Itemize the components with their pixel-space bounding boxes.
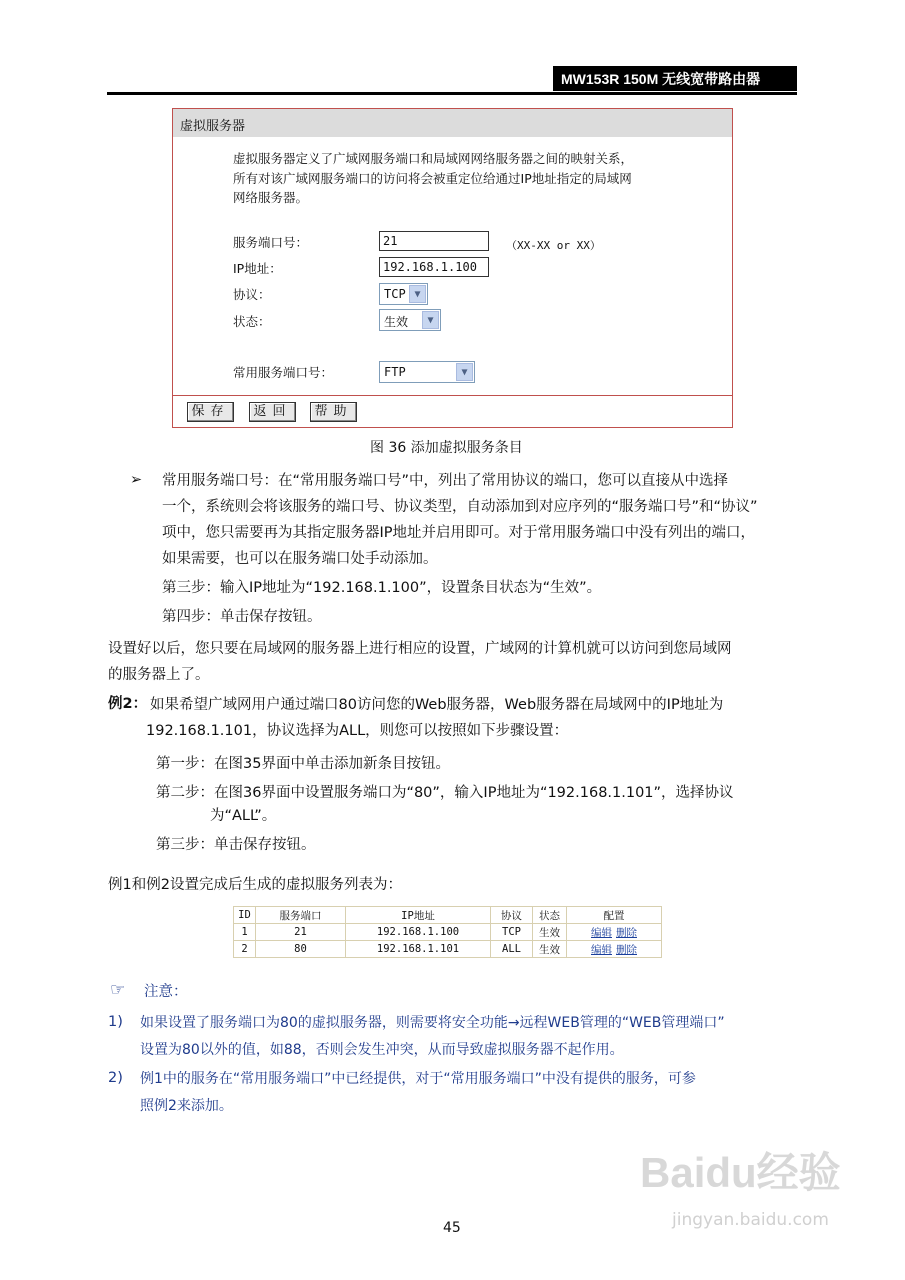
steps-example1 bbox=[162, 574, 601, 632]
desc-line: 所有对该广域网服务端口的访问将会被重定位给通过IP地址指定的局域网 bbox=[233, 170, 632, 186]
example2-text bbox=[146, 692, 724, 744]
table-row bbox=[234, 924, 662, 941]
bullet-icon: ➢ bbox=[130, 472, 143, 488]
cell: 192.168.1.100 bbox=[346, 924, 491, 941]
example2-label: 例2： bbox=[108, 696, 148, 712]
common-port-value: FTP bbox=[384, 365, 406, 379]
protocol-value: TCP bbox=[384, 287, 406, 301]
header-title: MW153R 150M 无线宽带路由器 bbox=[553, 66, 797, 91]
step: 第二步：在图36界面中设置服务端口为“80”，输入IP地址为“192.168.1.101”，选择协议 bbox=[156, 785, 734, 801]
status-select[interactable] bbox=[379, 309, 441, 331]
bullet-text bbox=[162, 468, 758, 572]
port-input[interactable]: 21 bbox=[379, 231, 489, 251]
status-value: 生效 bbox=[384, 315, 409, 329]
text-line: 一个，系统则会将该服务的端口号、协议类型，自动添加到对应序列的“服务端口号”和“协议” bbox=[162, 499, 758, 515]
cell: 192.168.1.101 bbox=[346, 941, 491, 958]
text-line: 如果设置了服务端口为80的虚拟服务器，则需要将安全功能→远程WEB管理的“WEB管理端口” bbox=[140, 1015, 725, 1031]
button-bar bbox=[173, 395, 732, 428]
cell: 2 bbox=[234, 941, 256, 958]
status-label: 状态： bbox=[233, 314, 271, 329]
col-header: 配置 bbox=[567, 907, 662, 924]
col-header: 状态 bbox=[533, 907, 567, 924]
step: 第四步：单击保存按钮。 bbox=[162, 609, 322, 625]
text-line: 照例2来添加。 bbox=[140, 1098, 233, 1114]
chevron-down-icon: ▼ bbox=[422, 311, 439, 329]
panel-description bbox=[233, 149, 673, 208]
text-line: 设置为80以外的值，如88，否则会发生冲突，从而导致虚拟服务器不起作用。 bbox=[140, 1042, 624, 1058]
text-line: 设置好以后，您只要在局域网的服务器上进行相应的设置，广域网的计算机就可以访问到您局域网 bbox=[108, 641, 732, 657]
desc-line: 网络服务器。 bbox=[233, 190, 309, 205]
baidu-watermark-logo: Baidu经验 bbox=[640, 1149, 841, 1196]
col-header: ID bbox=[234, 907, 256, 924]
cell-actions bbox=[567, 941, 662, 958]
header-rule bbox=[107, 92, 797, 95]
chevron-down-icon: ▼ bbox=[456, 363, 473, 381]
step: 第一步：在图35界面中单击添加新条目按钮。 bbox=[156, 756, 450, 772]
cell: 1 bbox=[234, 924, 256, 941]
table-header bbox=[234, 907, 662, 924]
cell: 80 bbox=[256, 941, 346, 958]
text-line: 常用服务端口号：在“常用服务端口号”中，列出了常用协议的端口，您可以直接从中选择 bbox=[162, 473, 729, 489]
page-number: 45 bbox=[443, 1220, 461, 1236]
panel-title: 虚拟服务器 bbox=[173, 109, 732, 137]
common-port-label: 常用服务端口号： bbox=[233, 365, 334, 380]
edit-link[interactable]: 编辑 bbox=[591, 926, 612, 939]
text-line: 如果希望广域网用户通过端口80访问您的Web服务器，Web服务器在局域网中的IP地址为 bbox=[150, 697, 724, 713]
note-title: 注意： bbox=[144, 984, 188, 1000]
note-item bbox=[140, 1010, 725, 1064]
virtual-server-panel bbox=[172, 108, 733, 428]
steps-example2 bbox=[156, 750, 734, 860]
note-number: 1) bbox=[108, 1014, 123, 1030]
ip-input[interactable]: 192.168.1.100 bbox=[379, 257, 489, 277]
cell: ALL bbox=[491, 941, 533, 958]
port-hint: （XX-XX or XX） bbox=[506, 239, 601, 252]
port-label: 服务端口号： bbox=[233, 235, 309, 250]
virtual-server-table bbox=[233, 906, 662, 958]
note-number: 2) bbox=[108, 1070, 123, 1086]
save-button[interactable]: 保存 bbox=[187, 402, 234, 422]
edit-link[interactable]: 编辑 bbox=[591, 943, 612, 956]
protocol-label: 协议： bbox=[233, 287, 271, 302]
text-line: 例1中的服务在“常用服务端口”中已经提供，对于“常用服务端口”中没有提供的服务，可参 bbox=[140, 1071, 696, 1087]
pointing-hand-icon: ☞ bbox=[110, 980, 126, 1000]
paragraph bbox=[108, 636, 732, 688]
col-header: 协议 bbox=[491, 907, 533, 924]
table-row bbox=[234, 941, 662, 958]
delete-link[interactable]: 删除 bbox=[616, 943, 637, 956]
col-header: IP地址 bbox=[346, 907, 491, 924]
back-button[interactable]: 返回 bbox=[249, 402, 296, 422]
desc-line: 虚拟服务器定义了广域网服务端口和局域网网络服务器之间的映射关系， bbox=[233, 151, 634, 166]
step: 第三步：单击保存按钮。 bbox=[156, 837, 316, 853]
delete-link[interactable]: 删除 bbox=[616, 926, 637, 939]
text-line: 如果需要，也可以在服务端口处手动添加。 bbox=[162, 551, 438, 567]
cell: 生效 bbox=[533, 924, 567, 941]
help-button[interactable]: 帮助 bbox=[310, 402, 357, 422]
watermark-url: jingyan.baidu.com bbox=[672, 1210, 829, 1230]
step: 为“ALL”。 bbox=[210, 808, 277, 824]
chevron-down-icon: ▼ bbox=[409, 285, 426, 303]
text-line: 的服务器上了。 bbox=[108, 667, 210, 683]
table-intro: 例1和例2设置完成后生成的虚拟服务列表为： bbox=[108, 877, 402, 893]
step: 第三步：输入IP地址为“192.168.1.100”，设置条目状态为“生效”。 bbox=[162, 580, 602, 596]
cell: TCP bbox=[491, 924, 533, 941]
cell-actions bbox=[567, 924, 662, 941]
col-header: 服务端口 bbox=[256, 907, 346, 924]
note-item bbox=[140, 1066, 696, 1120]
protocol-select[interactable] bbox=[379, 283, 428, 305]
ip-label: IP地址： bbox=[233, 261, 282, 276]
text-line: 项中，您只需要再为其指定服务器IP地址并启用即可。对于常用服务端口中没有列出的端口， bbox=[162, 525, 756, 541]
text-line: 192.168.1.101，协议选择为ALL，则您可以按照如下步骤设置： bbox=[146, 723, 569, 739]
cell: 21 bbox=[256, 924, 346, 941]
common-port-select[interactable] bbox=[379, 361, 475, 383]
figure-caption: 图 36 添加虚拟服务条目 bbox=[370, 440, 523, 456]
cell: 生效 bbox=[533, 941, 567, 958]
